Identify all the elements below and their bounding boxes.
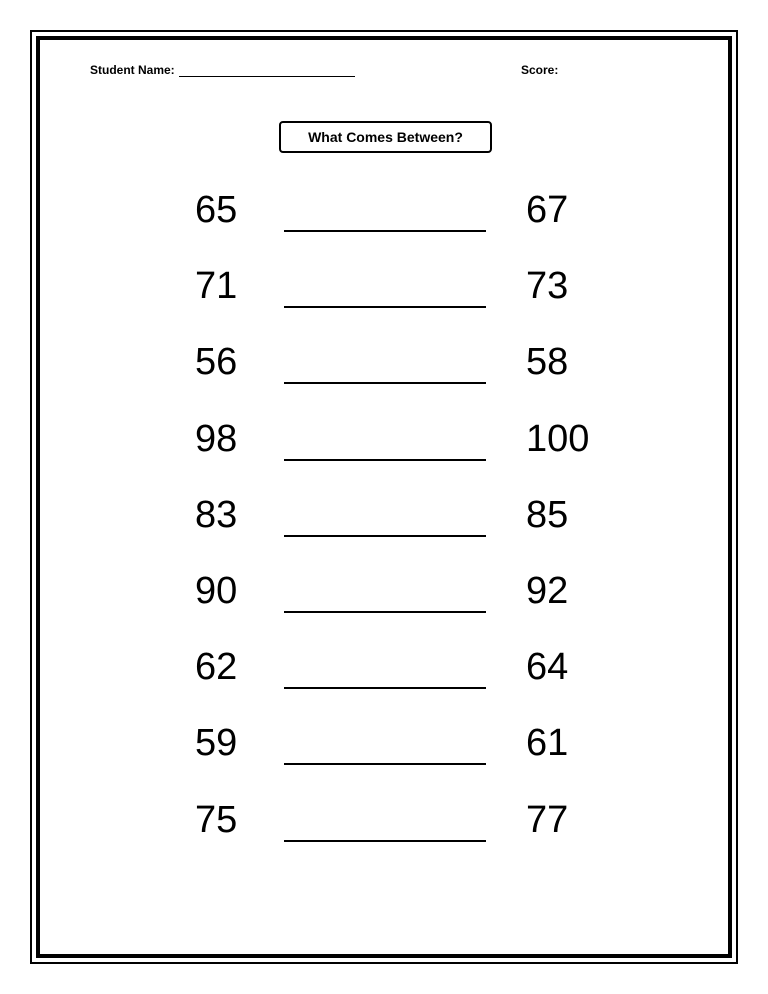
answer-blank[interactable] [284,230,486,232]
problem-row [0,719,768,795]
answer-blank[interactable] [284,382,486,384]
score-label: Score: [521,63,559,77]
answer-blank[interactable] [284,763,486,765]
number-before: 65 [195,189,238,231]
answer-blank[interactable] [284,535,486,537]
number-before: 98 [195,417,238,460]
problem-row [0,186,768,262]
problem-row [0,338,768,414]
number-after: 92 [526,569,569,612]
number-before: 59 [195,722,238,765]
worksheet-title [279,121,492,153]
number-after: 61 [526,722,569,765]
number-after: 64 [526,646,569,689]
score-field [521,63,558,77]
number-before: 56 [195,341,238,384]
number-before: 71 [195,265,238,308]
number-before: 83 [195,493,238,536]
problem-row [0,643,768,719]
answer-blank[interactable] [284,687,486,689]
student-name-label: Student Name: [90,63,175,77]
number-after: 85 [526,493,569,536]
problem-row [0,415,768,491]
problem-row [0,796,768,872]
number-after: 77 [526,798,569,841]
number-before: 90 [195,569,238,612]
number-before: 75 [195,798,238,841]
number-after: 67 [526,189,569,231]
worksheet-title-text: What Comes Between? [308,129,463,145]
number-after: 58 [526,341,569,384]
answer-blank[interactable] [284,611,486,613]
problem-row [0,491,768,567]
problem-list [0,186,768,872]
student-name-field [90,63,355,77]
answer-blank[interactable] [284,840,486,842]
answer-blank[interactable] [284,306,486,308]
answer-blank[interactable] [284,459,486,461]
problem-row [0,567,768,643]
number-after: 73 [526,265,569,308]
problem-row [0,262,768,338]
number-after: 100 [526,417,590,460]
number-before: 62 [195,646,238,689]
student-name-blank[interactable] [179,64,355,77]
